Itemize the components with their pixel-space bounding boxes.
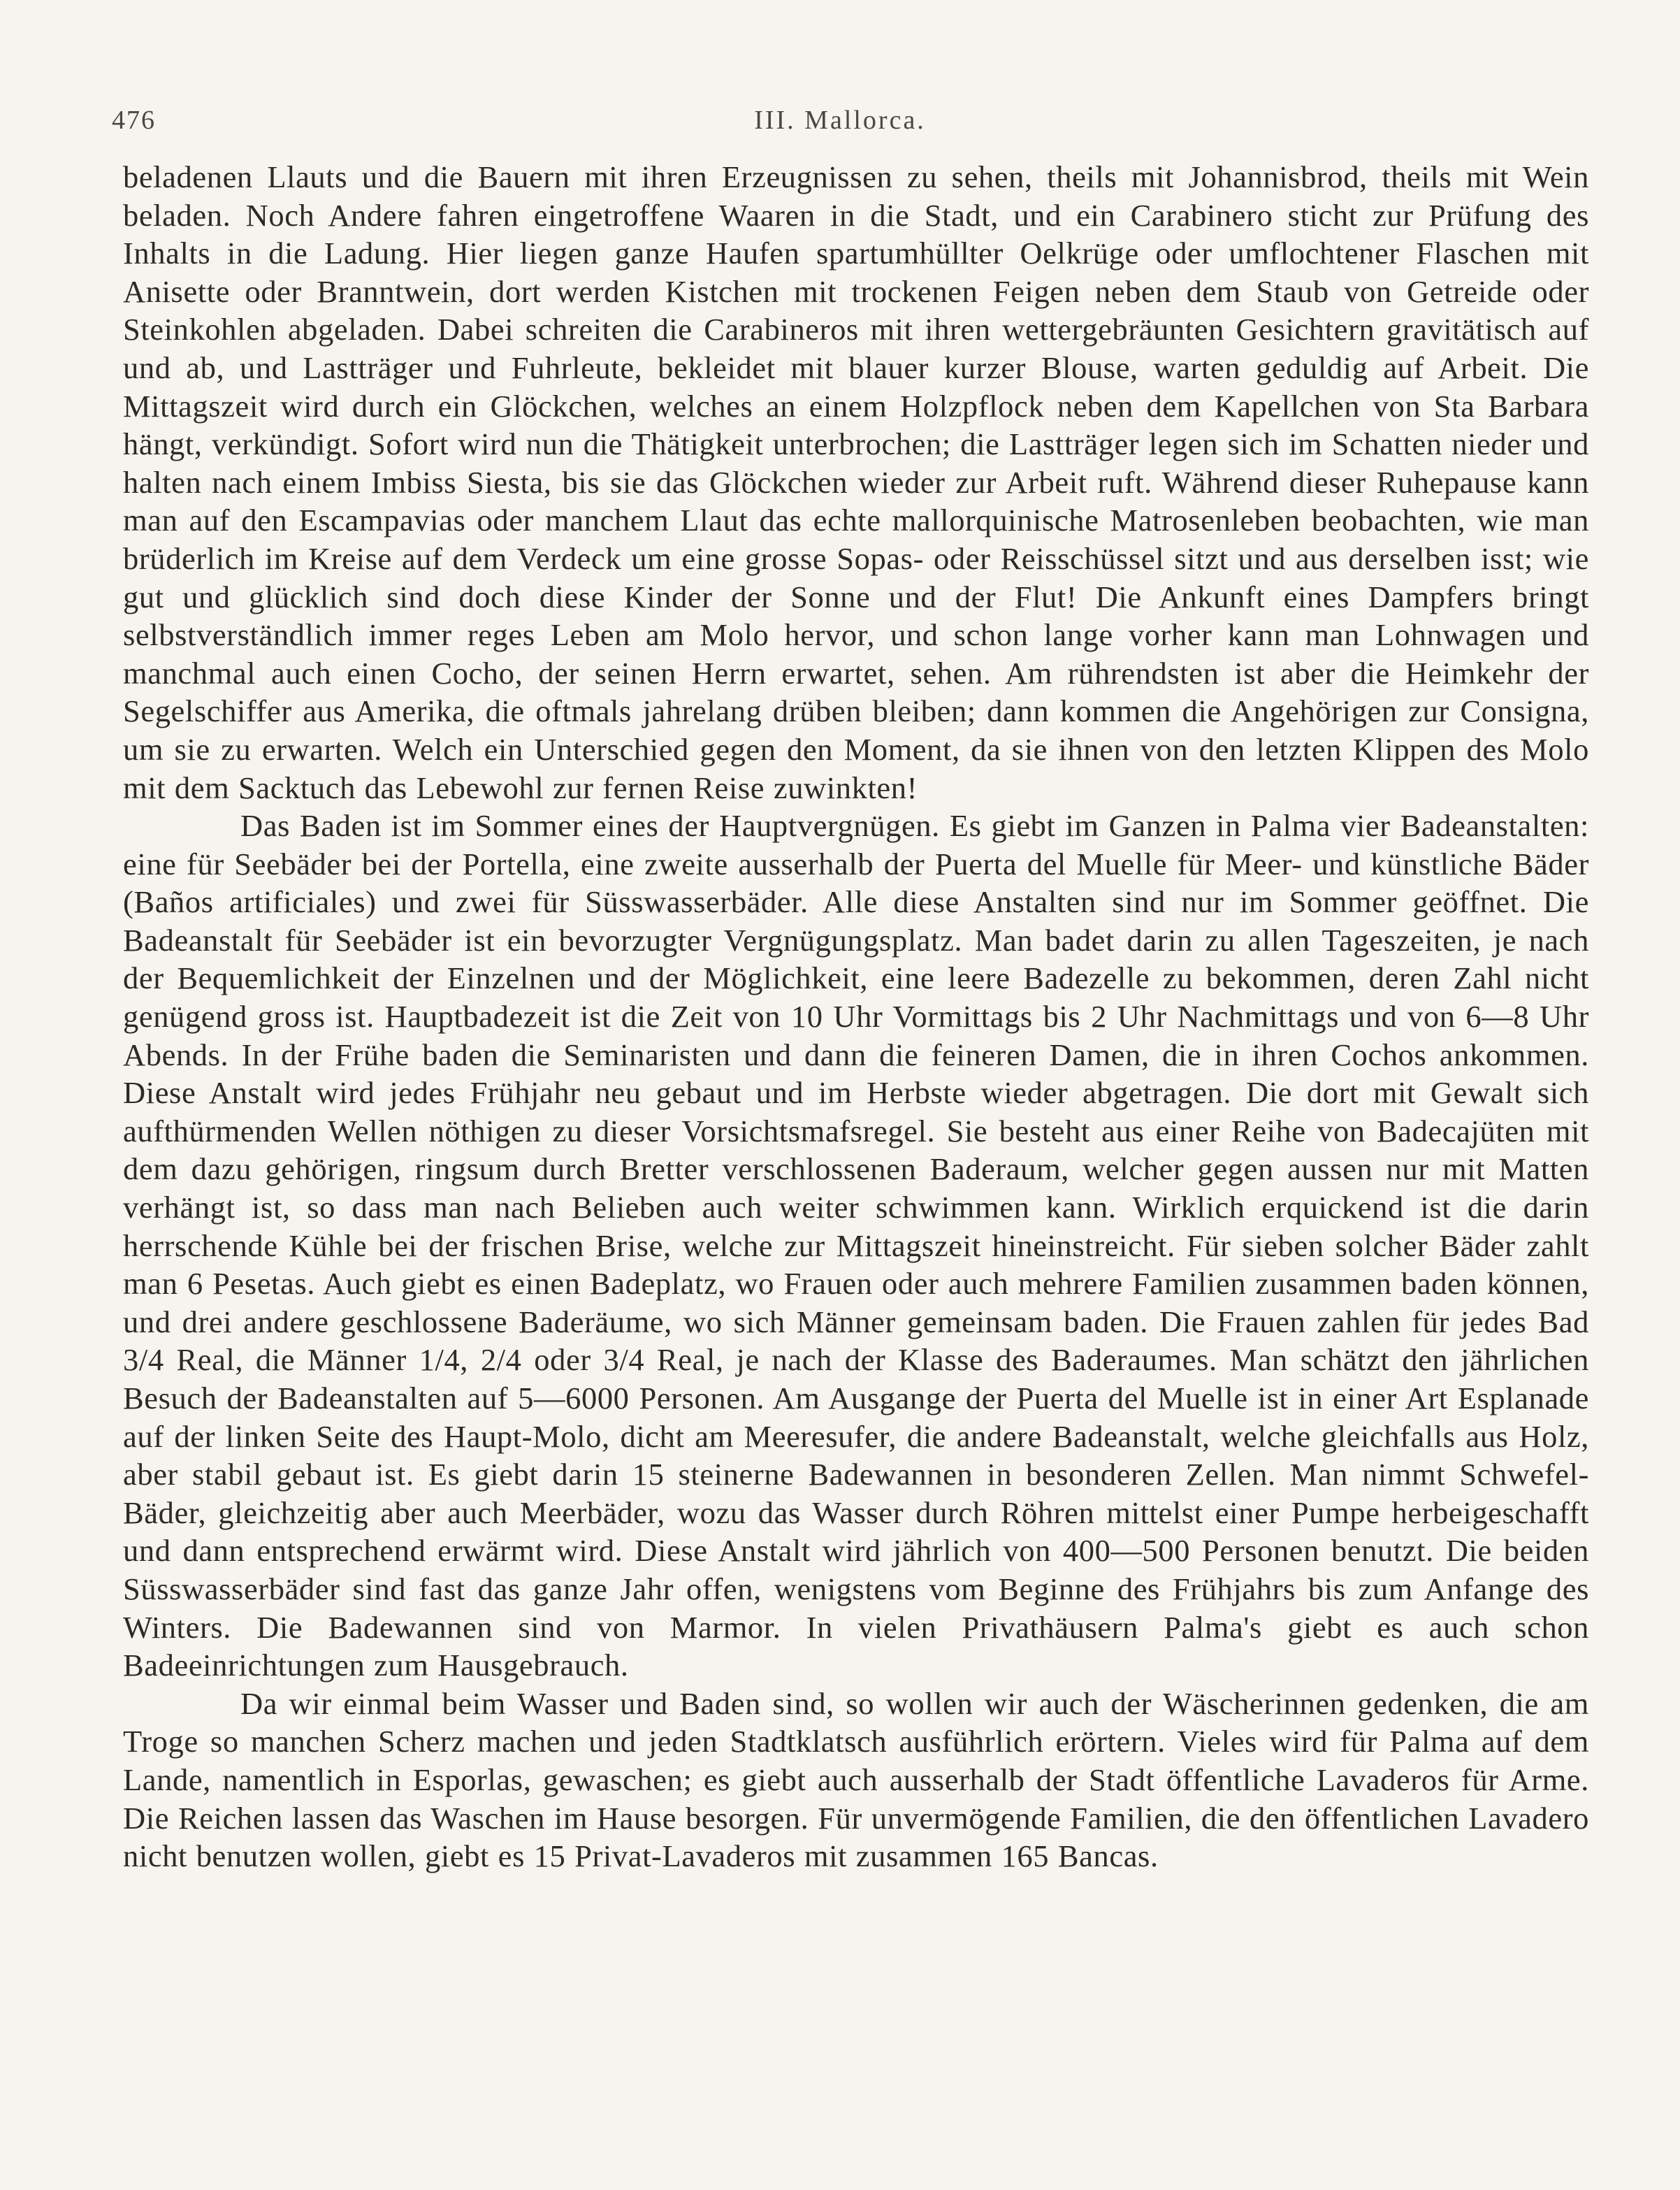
body-text xyxy=(123,158,1589,1875)
running-title: III. Mallorca. xyxy=(754,106,926,135)
page-header xyxy=(0,105,1680,140)
paragraph-continuation: beladenen Llauts und die Bauern mit ihren Erzeugnissen zu sehen, theils mit Johannisbrod, theils mit Wein beladen. Noch Andere fahren eingetroffene Waaren in die Stadt, und ein Carabinero sticht zur Prüfung des Inhalts in die Ladung. Hier liegen ganze Haufen spartumhüllter Oelkrüge oder umflochtener Flaschen mit Anisette oder Branntwein, dort werden Kistchen mit trockenen Feigen neben dem Staub von Getreide oder Steinkohlen abgeladen. Dabei schreiten die Carabineros mit ihren wettergebräunten Gesichtern gravitätisch auf und ab, und Lastträger und Fuhrleute, bekleidet mit blauer kurzer Blouse, warten geduldig auf Arbeit. Die Mittagszeit wird durch ein Glöckchen, welches an einem Holzpflock neben dem Kapellchen von Sta Barbara hängt, verkündigt. Sofort wird nun die Thätigkeit unterbrochen; die Lastträger legen sich im Schatten nieder und halten nach einem Imbiss Siesta, bis sie das Glöckchen wieder zur Arbeit ruft. Während dieser Ruhepause kann man auf den Escampavias oder manchem Llaut das echte mallorquinische Matrosenleben beobachten, wie man brüderlich im Kreise auf dem Verdeck um eine grosse Sopas- oder Reisschüssel sitzt und aus derselben isst; wie gut und glücklich sind doch diese Kinder der Sonne und der Flut! Die Ankunft eines Dampfers bringt selbstverständlich immer reges Leben am Molo hervor, und schon lange vorher kann man Lohnwagen und manchmal auch einen Cocho, der seinen Herrn erwartet, sehen. Am rührendsten ist aber die Heimkehr der Segelschiffer aus Amerika, die oftmals jahrelang drüben bleiben; dann kommen die Angehörigen zur Consigna, um sie zu erwarten. Welch ein Unterschied gegen den Moment, da sie ihnen von den letzten Klippen des Molo mit dem Sacktuch das Lebewohl zur fernen Reise zuwinkten! xyxy=(123,159,1589,805)
paragraph-baden: Das Baden ist im Sommer eines der Hauptvergnügen. Es giebt im Ganzen in Palma vier Badeanstalten: eine für Seebäder bei der Portella, eine zweite ausserhalb der Puerta del Muelle für Meer- und künstliche Bäder (Baños artificiales) und zwei für Süsswasserbäder. Alle diese Anstalten sind nur im Sommer geöffnet. Die Badeanstalt für Seebäder ist ein bevorzugter Vergnügungsplatz. Man badet darin zu allen Tageszeiten, je nach der Bequemlichkeit der Einzelnen und der Möglichkeit, eine leere Badezelle zu bekommen, deren Zahl nicht genügend gross ist. Hauptbadezeit ist die Zeit von 10 Uhr Vormittags bis 2 Uhr Nachmittags und von 6—8 Uhr Abends. In der Frühe baden die Seminaristen und dann die feineren Damen, die in ihren Cochos ankommen. Diese Anstalt wird jedes Frühjahr neu gebaut und im Herbste wieder abgetragen. Die dort mit Gewalt sich aufthürmenden Wellen nöthigen zu dieser Vorsichtsmafsregel. Sie besteht aus einer Reihe von Badecajüten mit dem dazu gehörigen, ringsum durch Bretter verschlossenen Baderaum, welcher gegen aussen nur mit Matten verhängt ist, so dass man nach Belieben auch weiter schwimmen kann. Wirklich erquickend ist die darin herrschende Kühle bei der frischen Brise, welche zur Mittagszeit hineinstreicht. Für sieben solcher Bäder zahlt man 6 Pesetas. Auch giebt es einen Badeplatz, wo Frauen oder auch mehrere Familien zusammen baden können, und drei andere geschlossene Baderäume, wo sich Männer gemeinsam baden. Die Frauen zahlen für jedes Bad 3/4 Real, die Männer 1/4, 2/4 oder 3/4 Real, je nach der Klasse des Baderaumes. Man schätzt den jährlichen Besuch der Badeanstalten auf 5—6000 Personen. Am Ausgange der Puerta del Muelle ist in einer Art Esplanade auf der linken Seite des Haupt-Molo, dicht am Meeresufer, die andere Badeanstalt, welche gleichfalls aus Holz, aber stabil gebaut ist. Es giebt darin 15 steinerne Badewannen in besonderen Zellen. Man nimmt Schwefel-Bäder, gleichzeitig aber auch Meerbäder, wozu das Wasser durch Röhren mittelst einer Pumpe herbeigeschafft und dann entsprechend erwärmt wird. Diese Anstalt wird jährlich von 400—500 Personen benutzt. Die beiden Süsswasserbäder sind fast das ganze Jahr offen, wenigstens vom Beginne des Frühjahrs bis zum Anfange des Winters. Die Badewannen sind von Marmor. In vielen Privathäusern Palma's giebt es auch schon Badeeinrichtungen zum Hausgebrauch. xyxy=(123,808,1589,1683)
page-number: 476 xyxy=(112,106,156,135)
paragraph-waescherinnen: Da wir einmal beim Wasser und Baden sind, so wollen wir auch der Wäscherinnen gedenken, die am Troge so manchen Scherz machen und jeden Stadtklatsch ausführlich erörtern. Vieles wird für Palma auf dem Lande, namentlich in Esporlas, gewaschen; es giebt auch ausserhalb der Stadt öffentliche Lavaderos für Arme. Die Reichen lassen das Waschen im Hause besorgen. Für unvermögende Familien, die den öffentlichen Lavadero nicht benutzen wollen, giebt es 15 Privat-Lavaderos mit zusammen 165 Bancas. xyxy=(123,1685,1589,1874)
